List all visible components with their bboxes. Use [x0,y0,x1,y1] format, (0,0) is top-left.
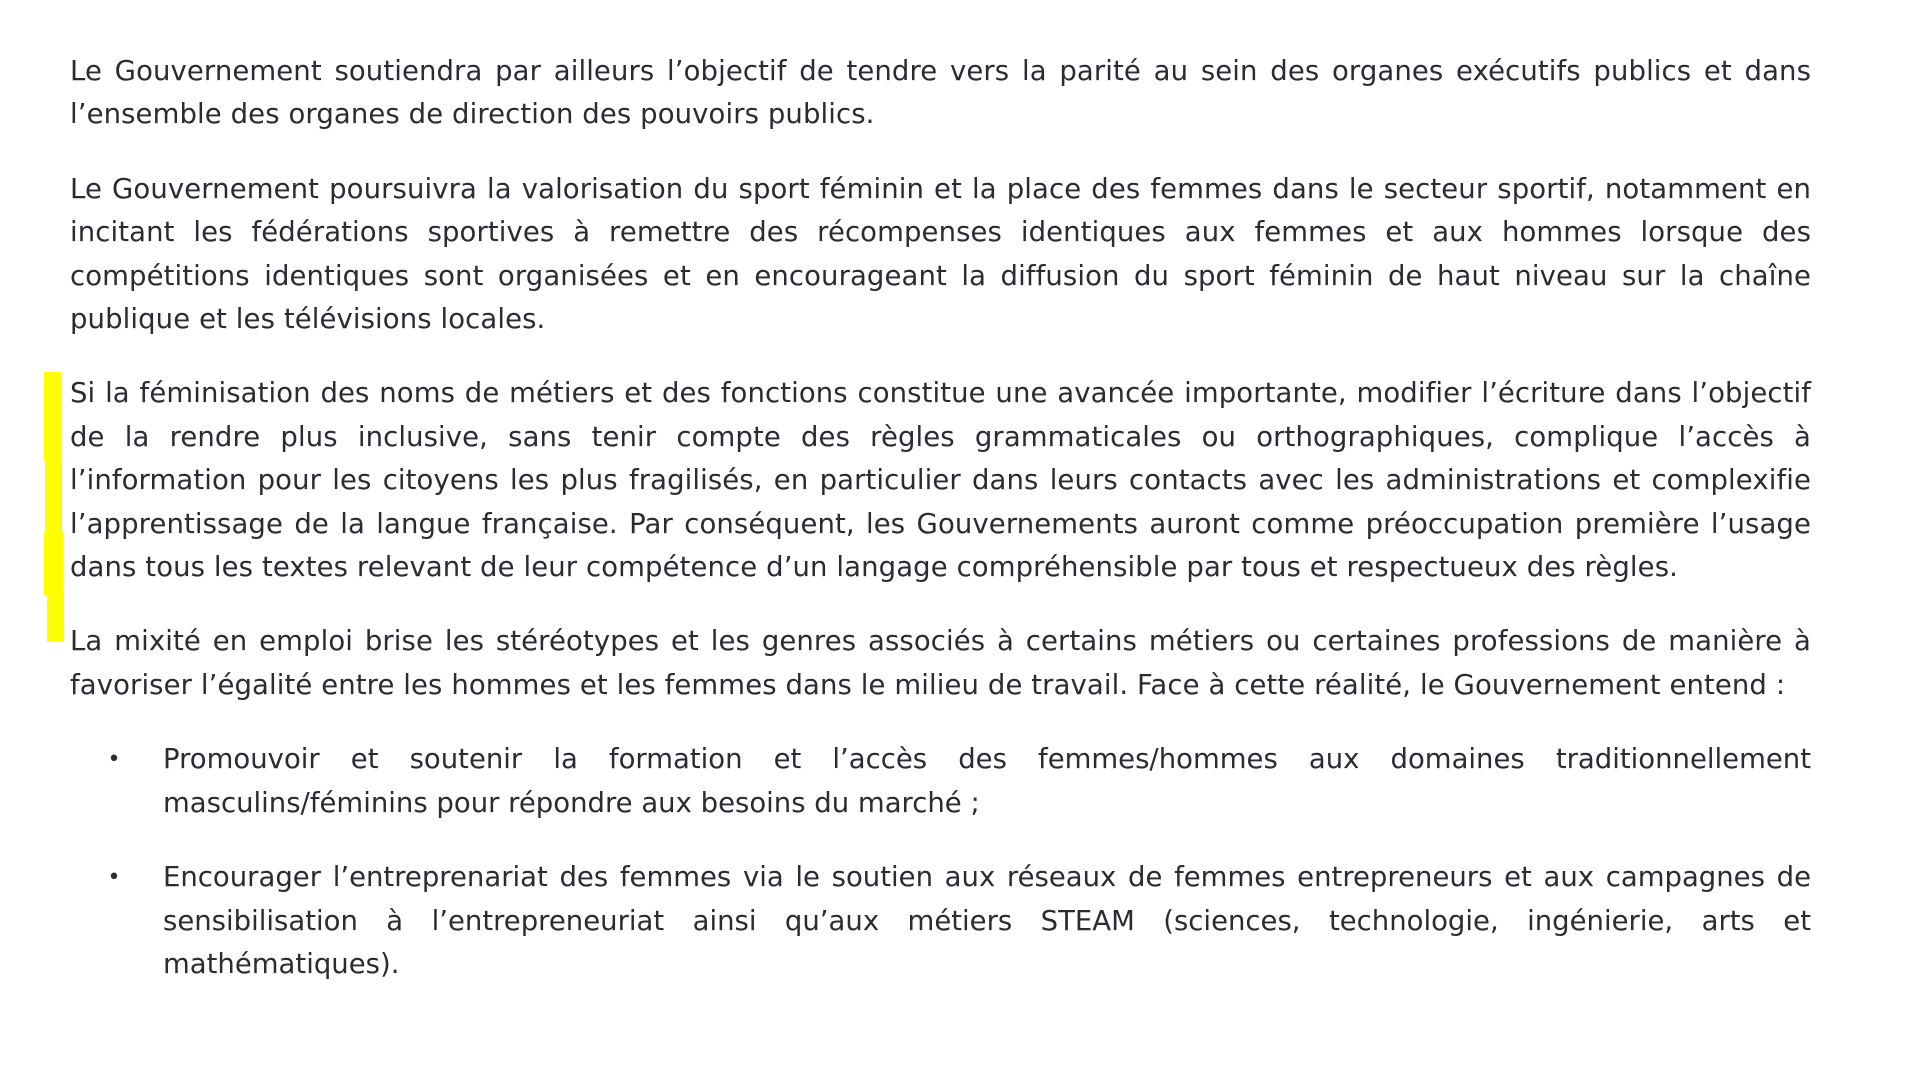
government-measures-list [70,738,1811,986]
paragraph-parity: Le Gouvernement soutiendra par ailleurs l’objectif de tendre vers la parité au sein des organes exécutifs publics et dans l’ensemble des organes de direction des pouvoirs publics. [70,55,1811,131]
list-item [107,738,1811,825]
highlight-marker [44,372,61,462]
bullet-icon: • [107,865,121,891]
paragraph-women-sport: Le Gouvernement poursuivra la valorisation du sport féminin et la place des femmes dans le secteur sportif, notamment en incitant les fédérations sportives à remettre des récompenses identiques aux femmes et aux hommes lorsque des compétitions identiques sont organisées et en encourageant la diffusion du sport féminin de haut niveau sur la chaîne publique et les télévisions locales. [70,172,1811,336]
list-item-text: Encourager l’entreprenariat des femmes via le soutien aux réseaux de femmes entrepreneurs et aux campagnes de sensibilisation à l’entrepreneuriat ainsi qu’aux métiers STEAM (sciences, technologie, ingénierie, arts et mathématiques). [163,861,1811,980]
document-page [70,50,1811,1017]
list-item [107,856,1811,986]
highlight-marker [44,532,63,596]
paragraph-employment-mix: La mixité en emploi brise les stéréotypes et les genres associés à certains métiers ou certaines professions de manière à favoriser l’égalité entre les hommes et les femmes dans le milieu de travail. Face à cette réalité, le Gouvernement entend : [70,625,1811,701]
highlight-marker [45,460,62,534]
paragraph-inclusive-writing: Si la féminisation des noms de métiers et des fonctions constitue une avancée importante, modifier l’écriture dans l’objectif de la rendre plus inclusive, sans tenir compte des règles grammaticales ou orthographiques, complique l’accès à l’information pour les citoyens les plus fragilisés, en particulier dans leurs contacts avec les administrations et complexifie l’apprentissage de la langue française. Par conséquent, les Gouvernements auront comme préoccupation première l’usage dans tous les textes relevant de leur compétence d’un langage compréhensible par tous et respectueux des règles. [70,377,1811,584]
list-item-text: Promouvoir et soutenir la formation et l’accès des femmes/hommes aux domaines traditionnellement masculins/féminins pour répondre aux besoins du marché ; [163,743,1811,819]
bullet-icon: • [107,747,121,773]
highlight-marker [47,594,64,642]
